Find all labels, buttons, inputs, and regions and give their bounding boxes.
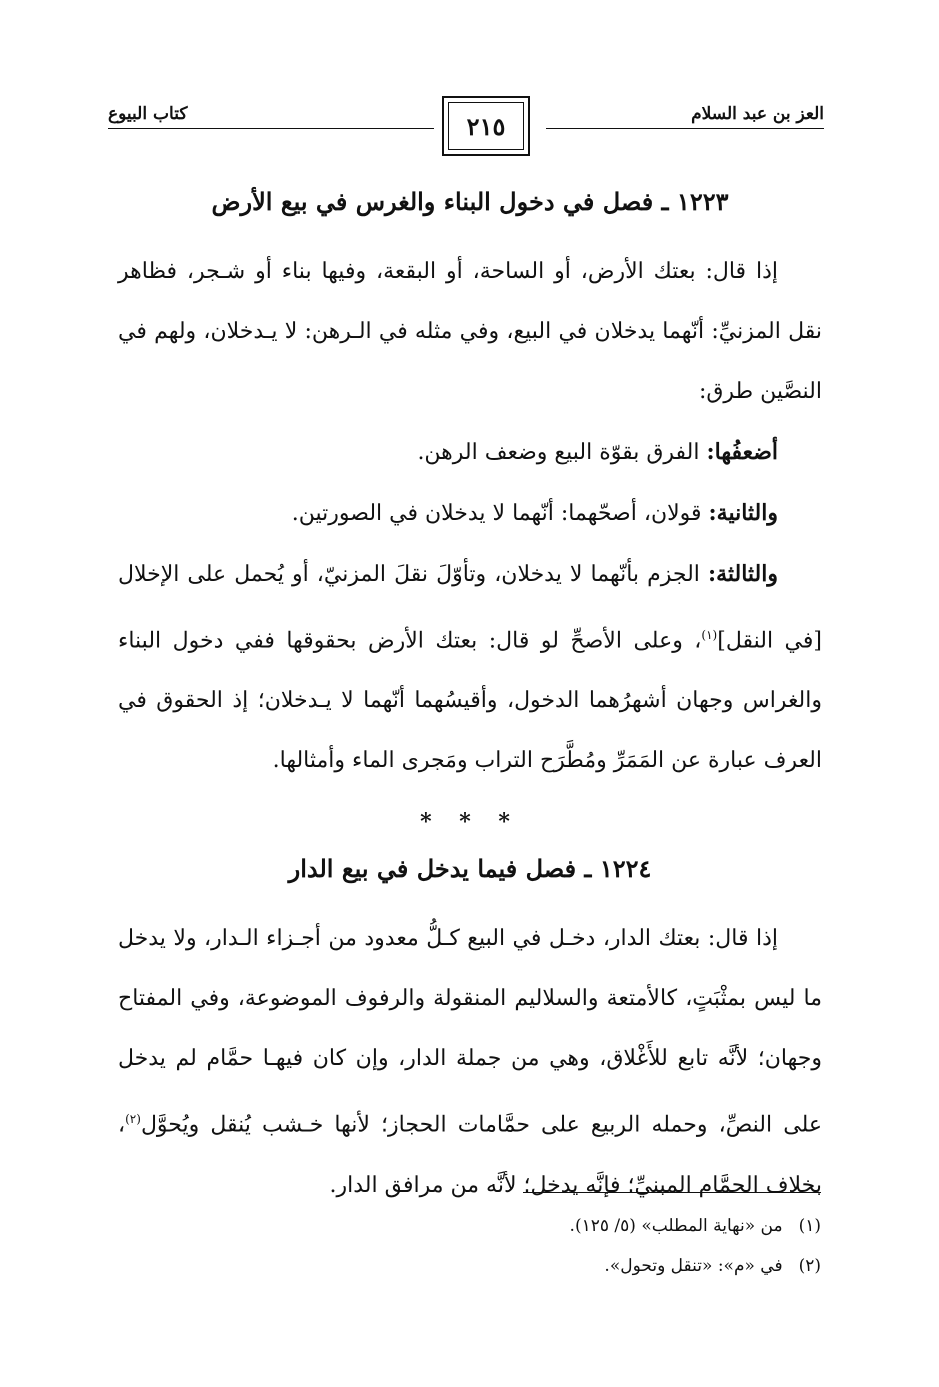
page-body [118,168,822,1216]
page-header [108,92,824,162]
running-title-author: العز بن عبد السلام [691,104,824,124]
section-heading-1223: ١٢٢٣ ـ فصل في دخول البناء والغرس في بيع الأرض [211,187,729,216]
footnote-text: في «م»: «تنقل وتحول». [604,1256,783,1276]
section-separator: * * * [420,809,520,836]
section-heading-1224: ١٢٢٤ ـ فصل فيما يدخل في بيع الدار [288,854,652,884]
page-number-frame [442,96,530,156]
paragraph: والثالثة: الجزم بأنّهما لا يدخلان، وتأوّلَ نقلَ المزنيّ، أو يُحمل على الإخلال [في النقل]$^{(١)}$، وعلى الأصحِّ لو قال: بعتك الأرض بحقوقها ففي دخول البناء والغراس وجهان أشهرُهما الدخول، وأقيسُهما أنّهما لا يـدخلان؛ إذ الحقوق في العرف عبارة عن المَمَرِّ ومُطَّرَح التراب ومَجرى الماء وأمثالها. [118,561,822,774]
paragraph: إذا قال: بعتك الأرض، أو الساحة، أو البقعة، وفيها بناء أو شـجر، فظاهر نقل المزنيِّ: أنّهما يدخلان في البيع، وفي مثله في الـرهن: لا يـدخلان، ولهم في النصَّين طرق: [118,259,822,404]
footnote [121,1206,821,1246]
paragraph-lead: والثانية: [708,500,778,526]
paragraph: أضعفُها: الفرق بقوّة البيع وضعف الرهن. [417,439,778,465]
footnote [121,1246,821,1286]
footnote-number: (١) [798,1216,821,1236]
footnotes [121,1206,821,1286]
page-number: ٢١٥ [466,111,506,141]
footnote-ref: (١) [701,628,718,642]
footnote-rule [523,1192,821,1193]
footnote-text: من «نهاية المطلب» (٥/ ١٢٥). [569,1216,783,1236]
paragraph-lead: أضعفُها: [706,439,778,465]
paragraph: والثانية: قولان، أصحّهما: أنّهما لا يدخلان في الصورتين. [291,500,778,526]
header-rule-left [108,128,434,129]
paragraph-lead: والثالثة: [707,561,778,587]
paragraph: إذا قال: بعتك الدار، دخـل في البيع كـلُّ معدود من أجـزاء الـدار، ولا يدخل ما ليس بمثْبَتٍ، كالأمتعة والسلاليم المنقولة والرفوف الموضوعة، وفي المفتاح وجهان؛ لأنَّه تابع للأَغْلاق، وهي من جملة الدار، وإن كان فيهـا حمَّام لم يدخل على النصِّ، وحمله الربيع على حمَّامات الحجاز؛ لأنها خـشب يُنقل ويُحوَّل$^{(٢)}$، بخلاف الحمَّام المبنيِّ؛ فإنَّه يدخل؛ لأنَّه من مرافق الدار. [118,926,822,1198]
footnote-ref: (٢) [125,1112,141,1127]
header-rule-right [546,128,824,129]
footnote-number: (٢) [798,1256,821,1276]
running-title-book: كتاب البيوع [108,104,188,124]
